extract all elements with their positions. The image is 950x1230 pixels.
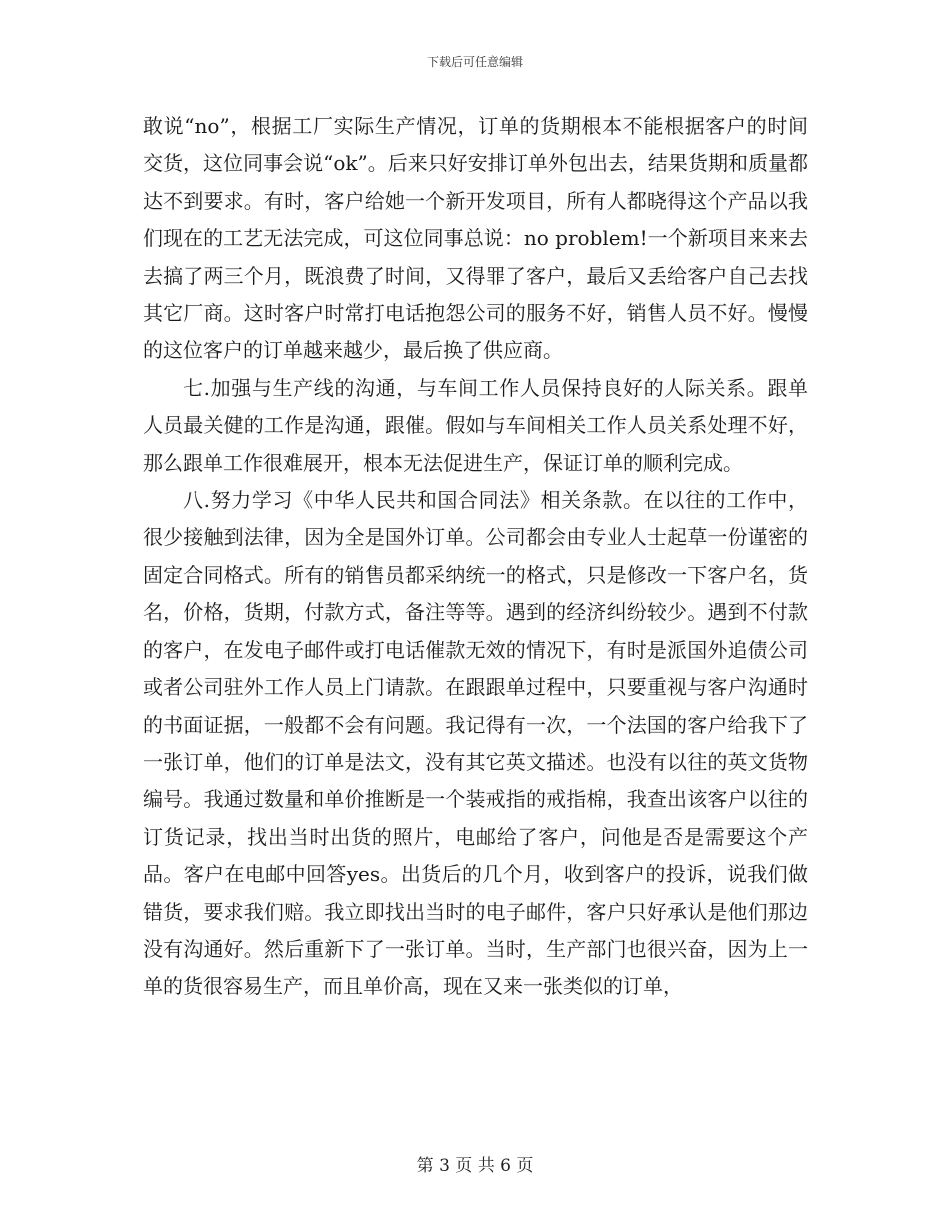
paragraph-continued: 敢说“no”，根据工厂实际生产情况，订单的货期根本不能根据客户的时间交货，这位同事会说“ok”。后来只好安排订单外包出去，结果货期和质量都达不到要求。有时，客户给她一个新开发项目，所有人都晓得这个产品以我们现在的工艺无法完成，可这位同事总说：no problem!一个新项目来来去去搞了两三个月，既浪费了时间，又得罪了客户，最后又丢给客户自己去找其它厂商。这时客户时常打电话抱怨公司的服务不好，销售人员不好。慢慢的这位客户的订单越来越少，最后换了供应商。 (143, 114, 808, 363)
page-number-footer: 第 3 页 共 6 页 (416, 1156, 534, 1176)
paragraph-section-8: 八.努力学习《中华人民共和国合同法》相关条款。在以往的工作中，很少接触到法律，因为全是国外订单。公司都会由专业人士起草一份谨密的固定合同格式。所有的销售员都采纳统一的格式，只是修改一下客户名，货名，价格，货期，付款方式，备注等等。遇到的经济纠纷较少。遇到不付款的客户，在发电子邮件或打电话催款无效的情况下，有时是派国外追债公司或者公司驻外工作人员上门请款。在跟跟单过程中，只要重视与客户沟通时的书面证据，一般都不会有问题。我记得有一次，一个法国的客户给我下了一张订单，他们的订单是法文，没有其它英文描述。也没有以往的英文货物编号。我通过数量和单价推断是一个装戒指的戒指棉，我查出该客户以往的订货记录，找出当时出货的照片，电邮给了客户，问他是否是需要这个产品。客户在电邮中回答yes。出货后的几个月，收到客户的投诉，说我们做错货，要求我们赔。我立即找出当时的电子邮件，客户只好承认是他们那边没有沟通好。然后重新下了一张订单。当时，生产部门也很兴奋，因为上一单的货很容易生产，而且单价高，现在又来一张类似的订单， (143, 488, 808, 999)
page-header: 下载后可任意编辑 (426, 55, 523, 69)
paragraph-section-7: 七.加强与生产线的沟通，与车间工作人员保持良好的人际关系。跟单人员最关健的工作是沟通，跟催。假如与车间相关工作人员关系处理不好，那么跟单工作很难展开，根本无法促进生产，保证订单的顺利完成。 (143, 375, 808, 475)
document-body (143, 108, 808, 1006)
